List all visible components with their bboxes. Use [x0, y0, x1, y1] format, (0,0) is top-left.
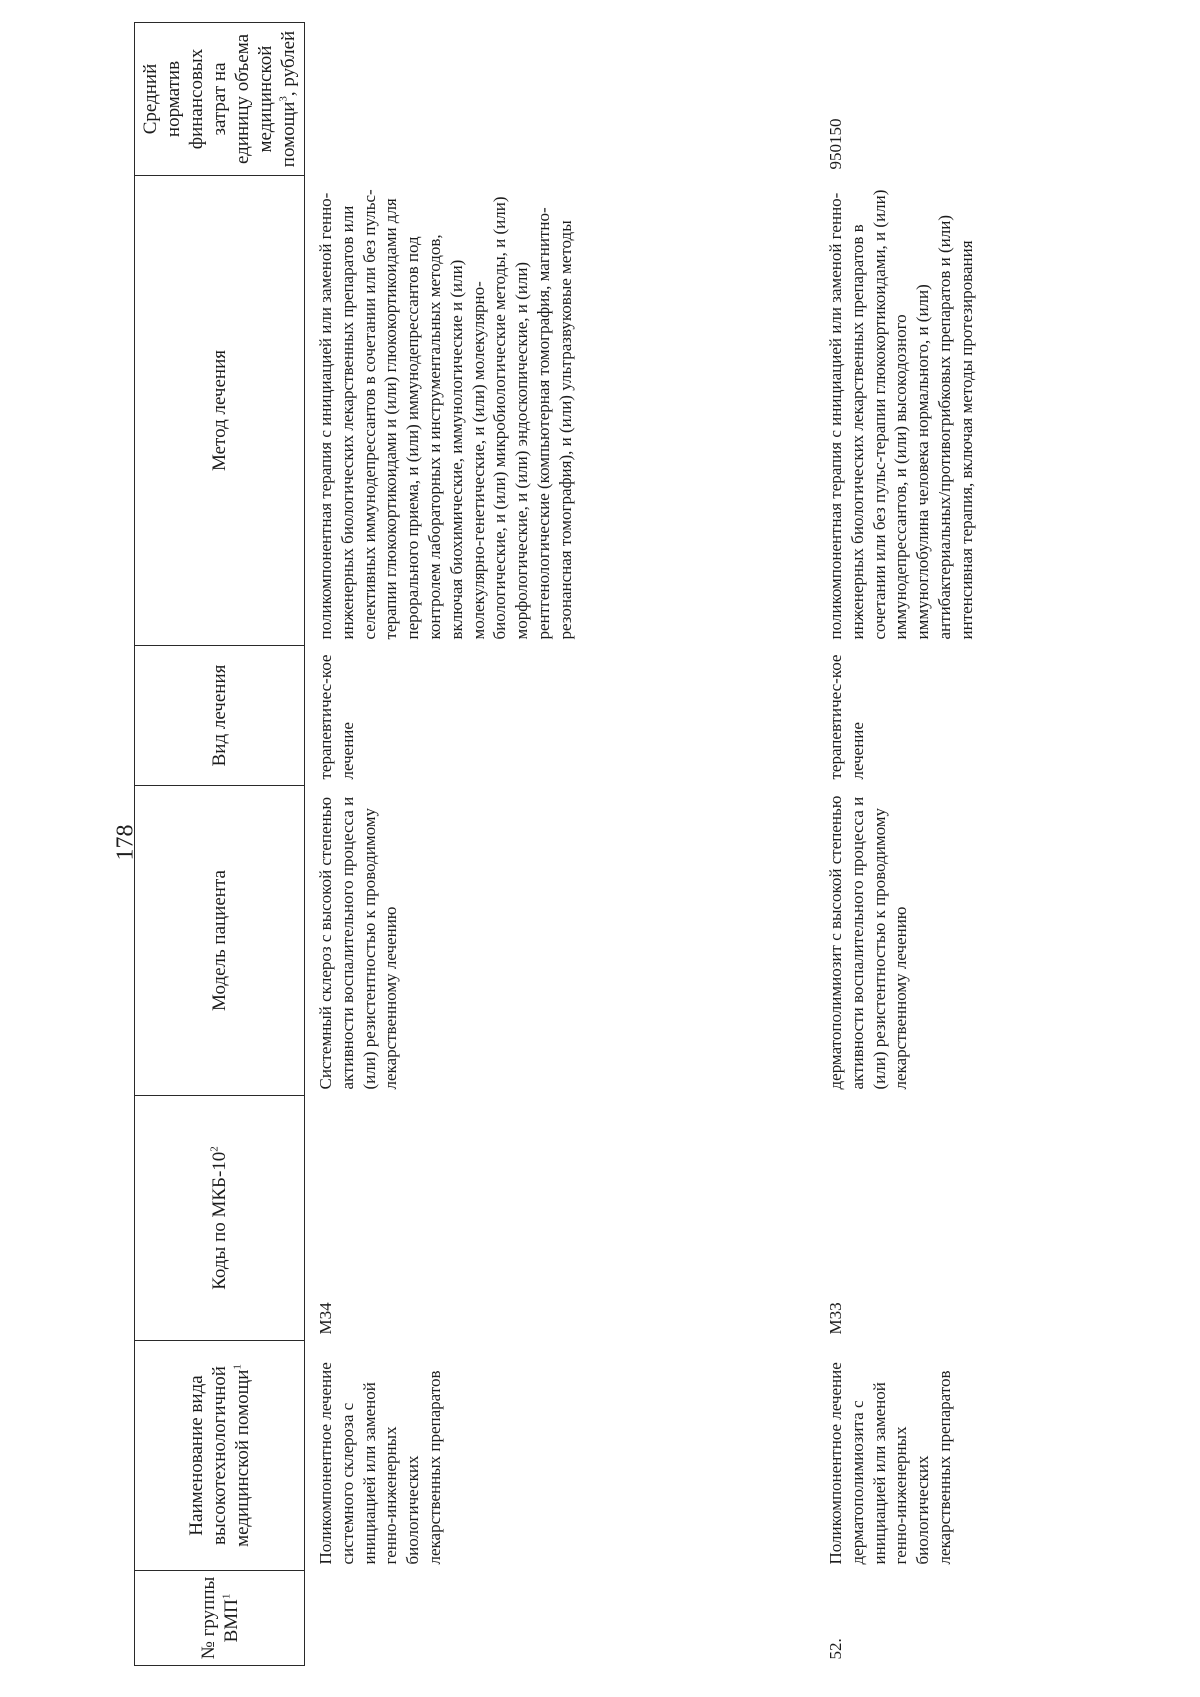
rotated-table-sheet — [134, 23, 1200, 1666]
cell-name: Поликомпонентное лечение системного склероза с инициацией или заменой генно-инженерных биологических лекарственных препаратов — [316, 1362, 444, 1565]
header-cost: Средний норматив финансовых затрат на единицу объема медицинской помощи$^3$, рублей — [135, 23, 305, 176]
cell-group-number — [305, 1571, 816, 1666]
cell-codes: M33 — [826, 1302, 845, 1335]
table-row — [305, 23, 816, 1666]
cell-treatment-type: терапевтичес-кое лечение — [316, 654, 357, 780]
header-treatment-type: Вид лечения — [135, 646, 305, 786]
cell-cost — [305, 23, 816, 176]
cell-name: Поликомпонентное лечение дерматополимиозита с инициацией или заменой генно-инженерных биологических лекарственных препаратов — [826, 1362, 954, 1565]
cell-patient-model: дерматополимиозит с высокой степенью активности воспалительного процесса и (или) резистентностью к проводимому лекарственному лечению — [826, 795, 911, 1090]
page-number: 178 — [112, 824, 139, 861]
header-name: Наименование вида высокотехнологичной медицинской помощи$^1$ — [135, 1341, 305, 1571]
cell-group-number: 52. — [826, 1638, 845, 1660]
table-header-row — [135, 23, 305, 1666]
header-treatment-method: Метод лечения — [135, 176, 305, 646]
cell-patient-model: Системный склероз с высокой степенью активности воспалительного процесса и (или) резистентностью к проводимому лекарственному лечению — [316, 796, 401, 1090]
header-codes: Коды по МКБ-$10^2$ — [135, 1096, 305, 1341]
cell-codes: M34 — [316, 1302, 335, 1335]
cell-treatment-method: поликомпонентная терапия с инициацией или заменой генно-инженерных биологических лекарственных препаратов в сочетании или без пульс-терапии глюкокортикоидами, и (или) иммунодепрессантов, и (или) высокодозного иммуноглобулина человека нормального, и (или) антибактериальных/противогрибковых препаратов и (или) интенсивная терапия, включая методы протезирования — [826, 189, 976, 640]
cell-treatment-type: терапевтичес-кое лечение — [826, 654, 867, 780]
table-row — [815, 23, 1200, 1666]
vmp-table — [134, 22, 1200, 1666]
header-patient-model: Модель пациента — [135, 786, 305, 1096]
cell-cost: 950150 — [826, 118, 845, 170]
cell-treatment-method: поликомпонентная терапия с инициацией или заменой генно-инженерных биологических лекарственных препаратов или селективных иммунодепрессантов в сочетании или без пульс-терапии глюкокортикоидами и (или) глюкокортикоидами для перорального приема, и (или) иммунодепрессантов под контролем лабораторных и инструментальных методов, включая биохимические, иммунологические и (или) молекулярно-генетические, и (или) молекулярно-биологические, и (или) микробиологические методы, и (или) морфологические, и (или) эндоскопические, и (или) рентгенологические (компьютерная томография, магнитно-резонансная томография), и (или) ультразвуковые методы — [316, 189, 575, 640]
header-group-number: № группы ВМП$^1$ — [135, 1571, 305, 1666]
